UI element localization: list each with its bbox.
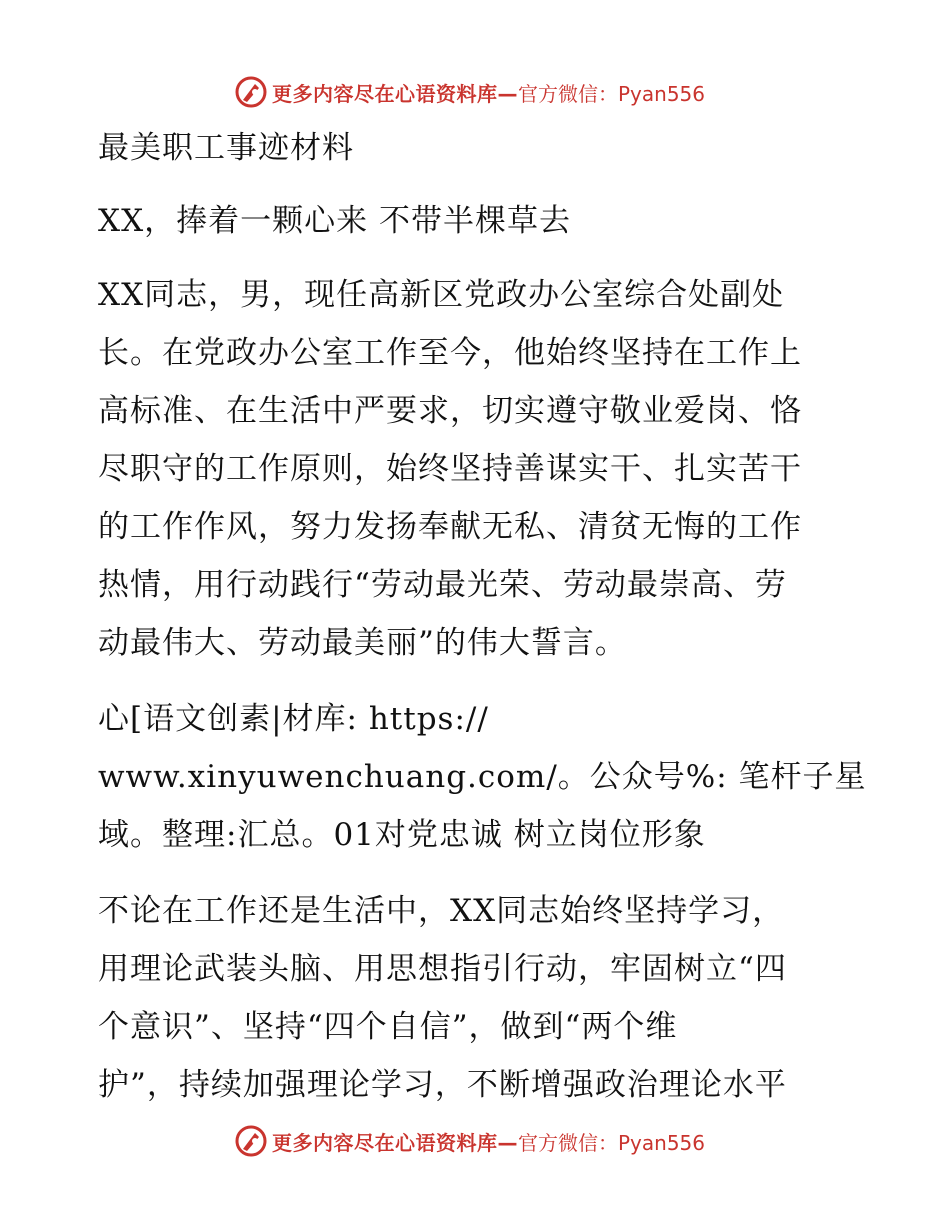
text-line: 的工作作风，努力发扬奉献无私、清贫无悔的工作 (98, 509, 802, 545)
header-watermark-banner (234, 72, 705, 112)
pen-logo-icon (234, 1124, 268, 1158)
text-line: 心[语文创素|材库: https:// (98, 701, 489, 737)
text-line: 长。在党政办公室工作至今，他始终坚持在工作上 (98, 335, 802, 371)
text-line: 热情，用行动践行“劳动最光荣、劳动最崇高、劳 (98, 567, 787, 603)
text-line: 个意识”、坚持“四个自信”，做到“两个维 (98, 1009, 678, 1045)
pen-logo-icon (234, 75, 268, 109)
footer-watermark-banner (234, 1121, 705, 1161)
text-line: 护”，持续加强理论学习，不断增强政治理论水平 (98, 1067, 787, 1103)
text-line: 不论在工作还是生活中，XX同志始终坚持学习， (98, 893, 785, 929)
text-line: XX同志，男，现任高新区党政办公室综合处副处 (98, 277, 785, 313)
text-line: 高标准、在生活中严要求，切实遵守敬业爱岗、恪 (98, 393, 802, 429)
banner-wechat: 官方微信：Pyan556 (518, 1130, 706, 1155)
text-line: 尽职守的工作原则，始终坚持善谋实干、扎实苦干 (98, 451, 802, 487)
banner-text: 更多内容尽在心语资料库— (272, 81, 518, 106)
document-title: 最美职工事迹材料 (98, 130, 354, 166)
text-line: 用理论武装头脑、用思想指引行动，牢固树立“四 (98, 951, 787, 987)
document-subtitle: XX，捧着一颗心来 不带半棵草去 (98, 203, 571, 239)
text-line: www.xinyuwenchuang.com/。公众号%: 笔杆子星 (98, 759, 867, 795)
text-line: 域。整理:汇总。01对党忠诚 树立岗位形象 (98, 817, 706, 853)
banner-text: 更多内容尽在心语资料库— (272, 1130, 518, 1155)
text-line: 动最伟大、劳动最美丽”的伟大誓言。 (98, 625, 627, 661)
banner-wechat: 官方微信：Pyan556 (518, 81, 706, 106)
